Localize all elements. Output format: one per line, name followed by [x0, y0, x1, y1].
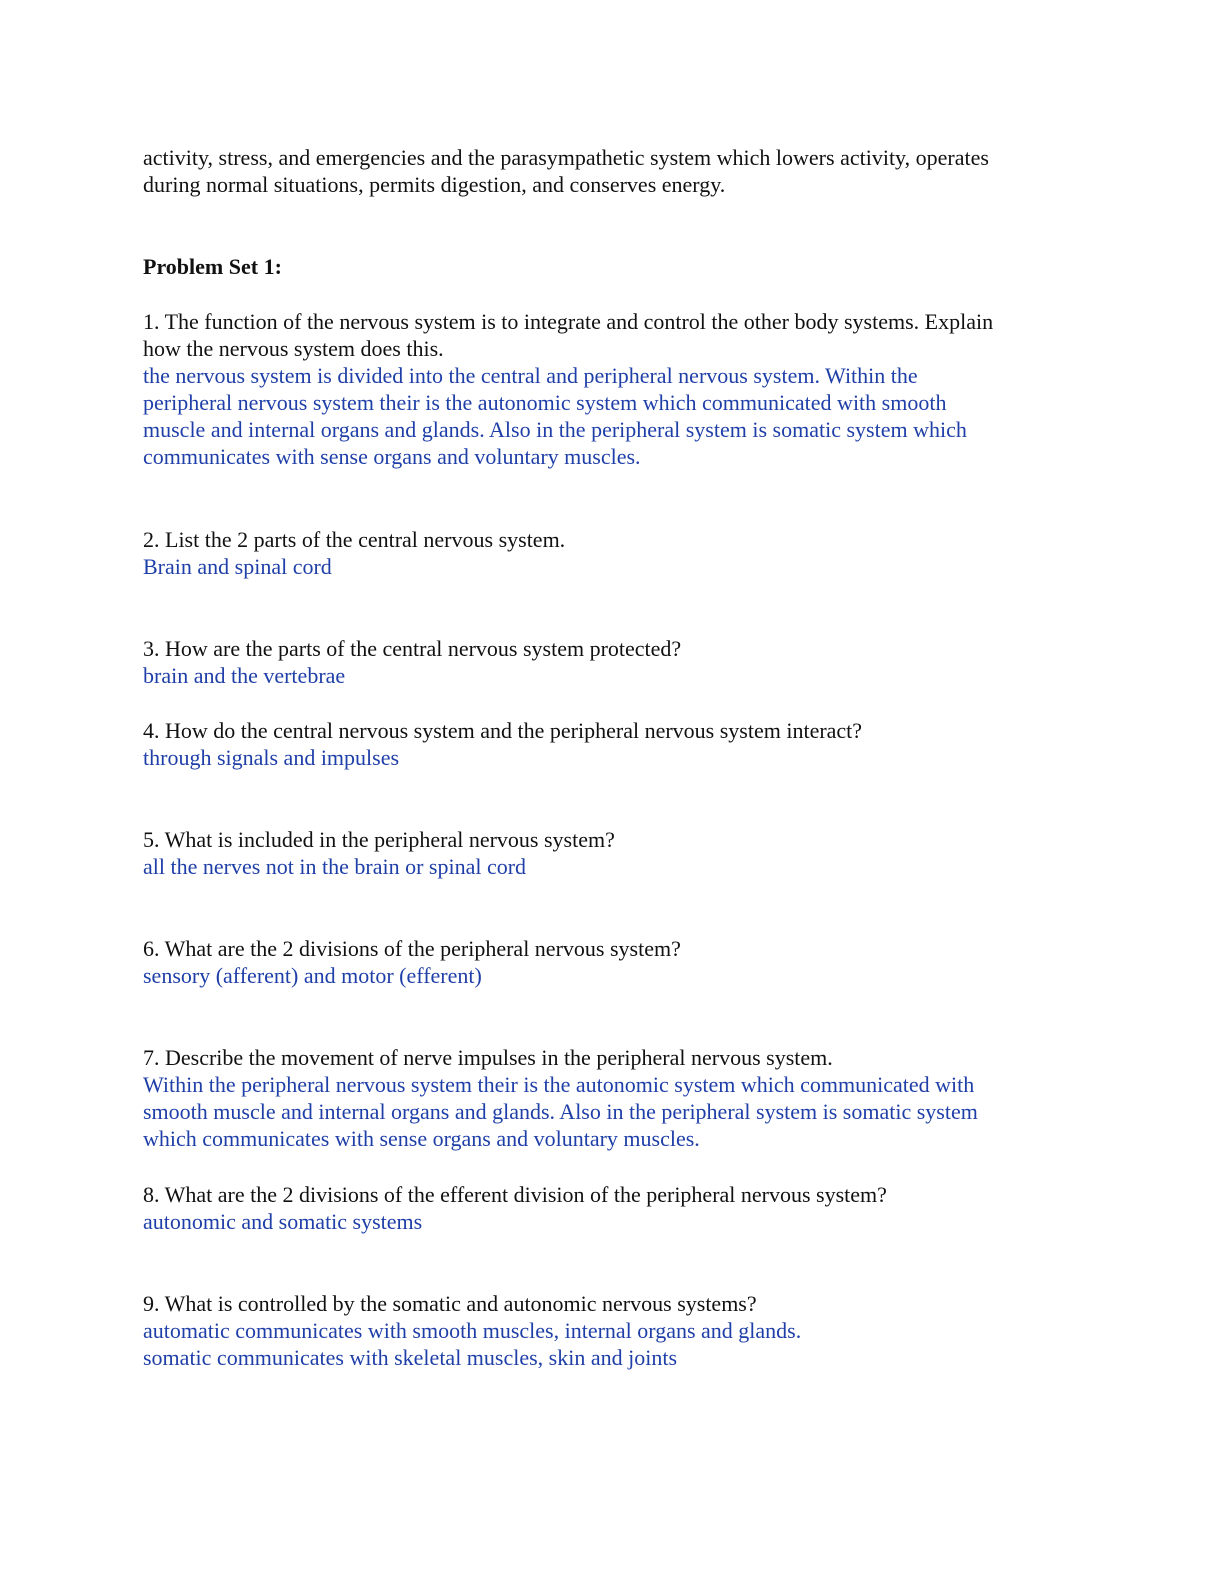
answer-text: Brain and spinal cord [143, 554, 332, 579]
question-text: 4. How do the central nervous system and the peripheral nervous system interact? [143, 718, 863, 743]
question-6 [143, 935, 1073, 989]
answer-text: automatic communicates with smooth muscles, internal organs and glands. [143, 1318, 802, 1343]
question-text: 8. What are the 2 divisions of the efferent division of the peripheral nervous system? [143, 1182, 887, 1207]
question-8 [143, 1181, 1073, 1235]
question-text: 2. List the 2 parts of the central nervous system. [143, 527, 566, 552]
answer-text: communicates with sense organs and voluntary muscles. [143, 444, 641, 469]
answer-text: through signals and impulses [143, 745, 400, 770]
answer-text: all the nerves not in the brain or spinal cord [143, 854, 527, 879]
question-text: 9. What is controlled by the somatic and autonomic nervous systems? [143, 1291, 757, 1316]
question-text: 5. What is included in the peripheral nervous system? [143, 827, 615, 852]
question-4 [143, 717, 1073, 771]
question-9 [143, 1290, 1073, 1371]
question-1 [143, 308, 1073, 470]
intro-paragraph [143, 144, 1073, 198]
answer-text: autonomic and somatic systems [143, 1209, 423, 1234]
question-text: 3. How are the parts of the central nervous system protected? [143, 636, 682, 661]
answer-text: sensory (afferent) and motor (efferent) [143, 963, 482, 988]
answer-text: Within the peripheral nervous system their is the autonomic system which communicated with [143, 1072, 975, 1097]
answer-text: muscle and internal organs and glands. Also in the peripheral system is somatic system which [143, 417, 967, 442]
intro-line: activity, stress, and emergencies and the parasympathetic system which lowers activity, operates [143, 145, 989, 170]
question-text: 1. The function of the nervous system is to integrate and control the other body systems. Explain [143, 309, 994, 334]
answer-text: smooth muscle and internal organs and glands. Also in the peripheral system is somatic system [143, 1099, 978, 1124]
answer-text: peripheral nervous system their is the autonomic system which communicated with smooth [143, 390, 947, 415]
problem-set-heading: Problem Set 1: [143, 254, 282, 279]
question-7 [143, 1044, 1073, 1152]
intro-line: during normal situations, permits digestion, and conserves energy. [143, 172, 726, 197]
question-3 [143, 635, 1073, 689]
answer-text: which communicates with sense organs and voluntary muscles. [143, 1126, 700, 1151]
answer-text: brain and the vertebrae [143, 663, 346, 688]
answer-text: the nervous system is divided into the central and peripheral nervous system. Within the [143, 363, 918, 388]
answer-text: somatic communicates with skeletal muscles, skin and joints [143, 1345, 678, 1370]
question-2 [143, 526, 1073, 580]
question-text: how the nervous system does this. [143, 336, 444, 361]
question-text: 7. Describe the movement of nerve impulses in the peripheral nervous system. [143, 1045, 833, 1070]
question-5 [143, 826, 1073, 880]
question-text: 6. What are the 2 divisions of the peripheral nervous system? [143, 936, 681, 961]
